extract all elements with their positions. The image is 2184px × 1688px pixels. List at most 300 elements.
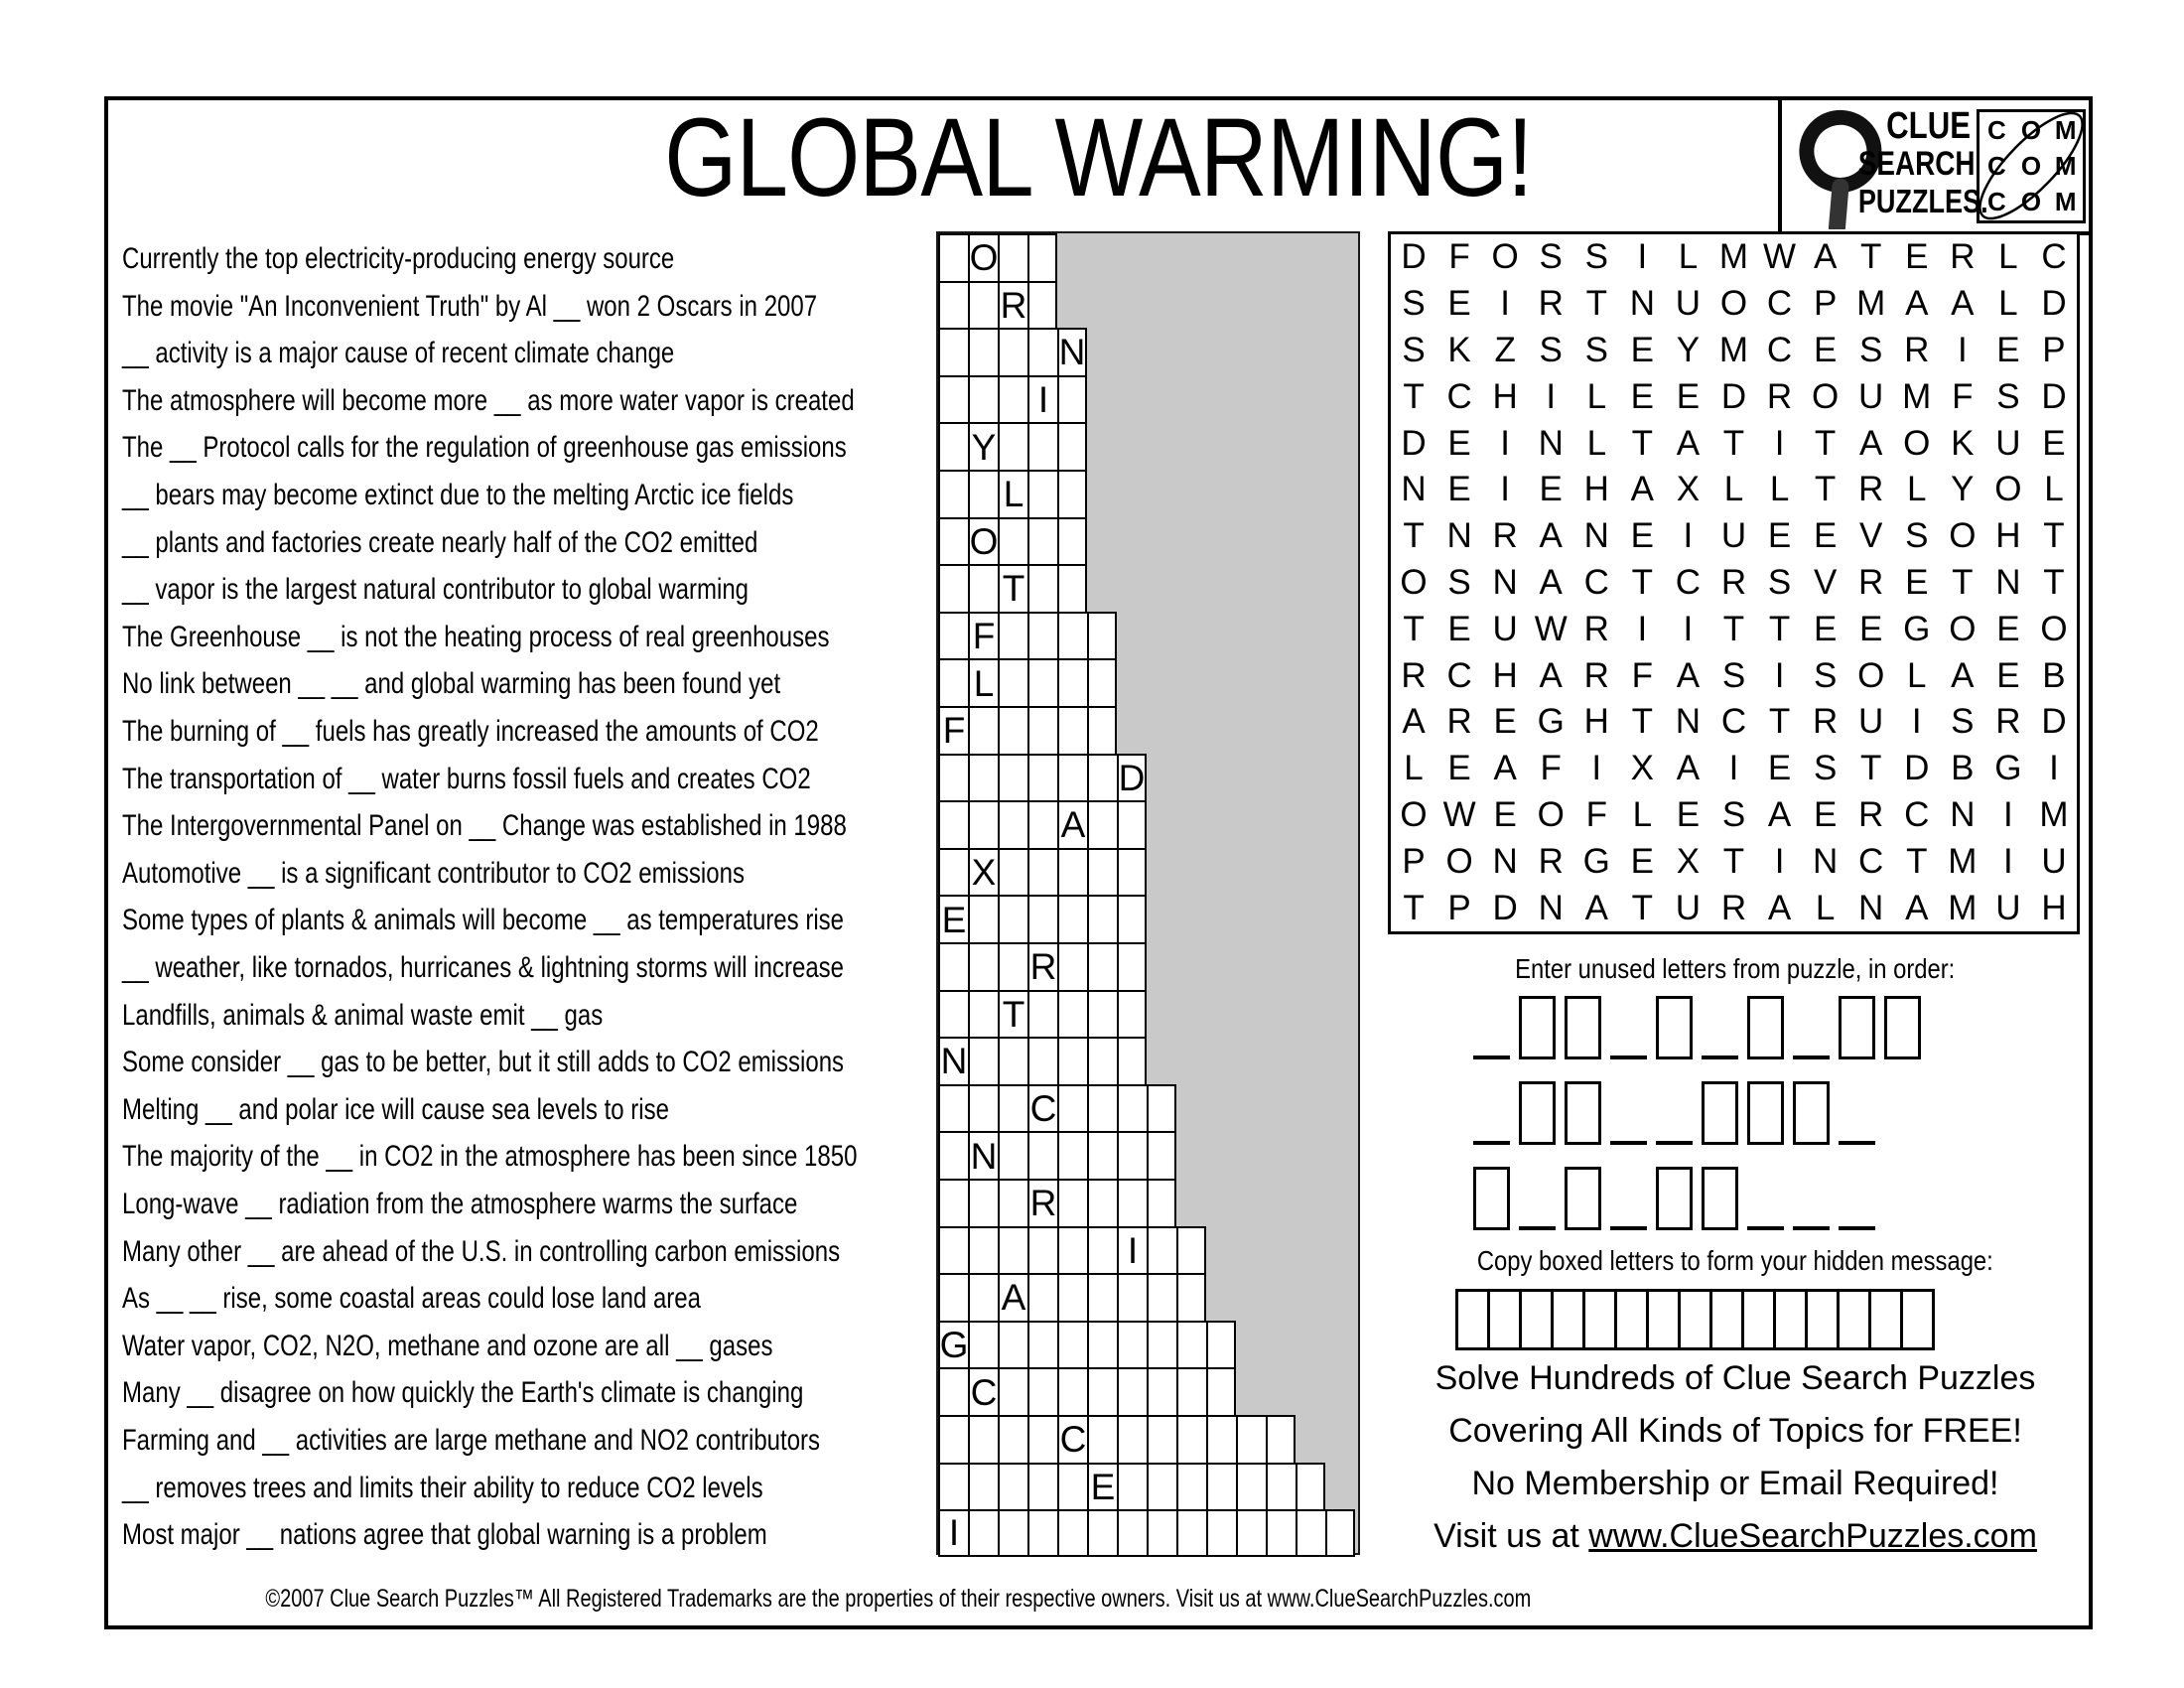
wordsearch-cell[interactable]: T xyxy=(1403,376,1425,416)
crossword-cell[interactable] xyxy=(938,328,968,375)
crossword-cell[interactable] xyxy=(1057,1367,1087,1415)
letter-slot-blank[interactable] xyxy=(1839,1167,1875,1230)
crossword-cell[interactable] xyxy=(998,800,1027,848)
wordsearch-cell[interactable]: I xyxy=(1500,284,1511,324)
wordsearch-cell[interactable]: S xyxy=(1996,376,2020,416)
crossword-cell[interactable] xyxy=(1087,1321,1117,1368)
wordsearch-cell[interactable]: E xyxy=(1493,702,1517,742)
wordsearch-cell[interactable]: L xyxy=(1907,655,1927,695)
wordsearch-cell[interactable]: E xyxy=(1767,749,1792,788)
wordsearch-cell[interactable]: O xyxy=(1400,562,1428,602)
wordsearch-cell[interactable]: R xyxy=(1812,702,1839,742)
wordsearch-cell[interactable]: U xyxy=(1995,888,2021,927)
wordsearch-cell[interactable]: T xyxy=(1768,609,1791,648)
crossword-cell[interactable] xyxy=(968,942,998,990)
crossword-cell[interactable] xyxy=(1027,470,1057,517)
crossword-cell[interactable] xyxy=(1057,895,1087,942)
wordsearch-cell[interactable]: A xyxy=(1767,888,1792,927)
wordsearch-cell[interactable]: T xyxy=(1722,423,1745,463)
letter-slot-blank[interactable] xyxy=(1610,1167,1647,1230)
wordsearch-cell[interactable]: A xyxy=(1676,749,1701,788)
crossword-cell[interactable] xyxy=(1117,990,1147,1038)
wordsearch-cell[interactable]: Y xyxy=(1676,330,1701,369)
wordsearch-cell[interactable]: I xyxy=(2003,841,2013,881)
crossword-letter-cell[interactable]: T xyxy=(998,564,1027,612)
wordsearch-cell[interactable]: S xyxy=(1813,749,1838,788)
wordsearch-cell[interactable]: M xyxy=(1718,330,1749,369)
wordsearch-cell[interactable]: E xyxy=(1676,376,1701,416)
letter-slot-box[interactable] xyxy=(1473,1167,1510,1230)
wordsearch-cell[interactable]: E xyxy=(1813,794,1838,834)
crossword-cell[interactable] xyxy=(1117,1037,1147,1084)
crossword-cell[interactable] xyxy=(1087,612,1117,659)
crossword-cell[interactable] xyxy=(1057,658,1087,706)
wordsearch-cell[interactable]: A xyxy=(1813,237,1838,277)
wordsearch-cell[interactable]: L xyxy=(1907,470,1927,509)
crossword-cell[interactable] xyxy=(1057,564,1087,612)
crossword-cell[interactable] xyxy=(938,564,968,612)
crossword-cell[interactable] xyxy=(1087,848,1117,896)
wordsearch-cell[interactable]: T xyxy=(1906,841,1928,881)
wordsearch-cell[interactable]: F xyxy=(1952,376,1974,416)
wordsearch-cell[interactable]: X xyxy=(1630,749,1655,788)
wordsearch-cell[interactable]: M xyxy=(1948,841,1978,881)
wordsearch-cell[interactable]: F xyxy=(1631,655,1654,695)
wordsearch-cell[interactable]: W xyxy=(1763,237,1797,277)
wordsearch-cell[interactable]: E xyxy=(1630,516,1655,556)
wordsearch-cell[interactable]: N xyxy=(1675,702,1702,742)
crossword-cell[interactable] xyxy=(1027,281,1057,329)
crossword-letter-cell[interactable]: I xyxy=(1117,1226,1147,1274)
crossword-cell[interactable] xyxy=(1087,1367,1117,1415)
crossword-letter-cell[interactable]: N xyxy=(968,1131,998,1179)
wordsearch-cell[interactable]: O xyxy=(1491,237,1519,277)
crossword-cell[interactable] xyxy=(1206,1463,1236,1510)
crossword-cell[interactable] xyxy=(1087,942,1117,990)
crossword-cell[interactable] xyxy=(1057,1179,1087,1226)
wordsearch-cell[interactable]: E xyxy=(1447,284,1471,324)
crossword-letter-cell[interactable]: R xyxy=(1027,942,1057,990)
crossword-letter-cell[interactable]: C xyxy=(1027,1084,1057,1132)
crossword-cell[interactable] xyxy=(1087,895,1117,942)
wordsearch-cell[interactable]: L xyxy=(1723,470,1744,509)
wordsearch-cell[interactable]: S xyxy=(1402,284,1426,324)
crossword-cell[interactable] xyxy=(1087,1084,1117,1132)
crossword-cell[interactable] xyxy=(968,800,998,848)
crossword-cell[interactable] xyxy=(1057,517,1087,565)
crossword-cell[interactable] xyxy=(1057,422,1087,470)
wordsearch-cell[interactable]: T xyxy=(1722,609,1745,648)
wordsearch-cell[interactable]: S xyxy=(1767,562,1792,602)
wordsearch-cell[interactable]: A xyxy=(1859,423,1883,463)
crossword-cell[interactable] xyxy=(998,1415,1027,1463)
crossword-cell[interactable] xyxy=(1117,800,1147,848)
crossword-cell[interactable] xyxy=(998,1463,1027,1510)
crossword-cell[interactable] xyxy=(938,1463,968,1510)
wordsearch-cell[interactable]: C xyxy=(1720,702,1747,742)
wordsearch-cell[interactable]: L xyxy=(1998,237,2018,277)
wordsearch-cell[interactable]: C xyxy=(2041,237,2067,277)
crossword-cell[interactable] xyxy=(1027,1037,1057,1084)
crossword-cell[interactable] xyxy=(1087,658,1117,706)
wordsearch-cell[interactable]: R xyxy=(1950,237,1976,277)
crossword-letter-cell[interactable]: R xyxy=(1027,1179,1057,1226)
wordsearch-cell[interactable]: R xyxy=(1583,609,1609,648)
crossword-letter-cell[interactable]: N xyxy=(1057,328,1087,375)
wordsearch-cell[interactable]: F xyxy=(1585,794,1607,834)
crossword-letter-cell[interactable]: Y xyxy=(968,422,998,470)
wordsearch-cell[interactable]: R xyxy=(1720,562,1747,602)
wordsearch-cell[interactable]: E xyxy=(1447,609,1471,648)
wordsearch-cell[interactable]: I xyxy=(1683,516,1694,556)
crossword-cell[interactable] xyxy=(1027,658,1057,706)
wordsearch-cell[interactable]: I xyxy=(1728,749,1739,788)
wordsearch-cell[interactable]: D xyxy=(1720,376,1747,416)
crossword-cell[interactable] xyxy=(968,375,998,423)
wordsearch-cell[interactable]: T xyxy=(2043,516,2065,556)
letter-slot-box[interactable] xyxy=(1747,1081,1784,1145)
wordsearch-cell[interactable]: S xyxy=(1584,330,1608,369)
crossword-cell[interactable] xyxy=(1147,1273,1176,1321)
crossword-cell[interactable] xyxy=(998,1367,1027,1415)
crossword-cell[interactable] xyxy=(1266,1415,1296,1463)
wordsearch-cell[interactable]: A xyxy=(1539,655,1563,695)
wordsearch-cell[interactable]: K xyxy=(1951,423,1975,463)
crossword-cell[interactable] xyxy=(968,990,998,1038)
crossword-cell[interactable] xyxy=(1057,942,1087,990)
crossword-cell[interactable] xyxy=(1027,754,1057,801)
wordsearch-cell[interactable]: S xyxy=(1721,655,1746,695)
crossword-cell[interactable] xyxy=(938,1131,968,1179)
wordsearch-cell[interactable]: I xyxy=(1546,376,1557,416)
hidden-message-cell[interactable] xyxy=(1519,1289,1554,1350)
wordsearch-cell[interactable]: C xyxy=(1904,794,1930,834)
wordsearch-cell[interactable]: N xyxy=(1629,284,1655,324)
crossword-cell[interactable] xyxy=(1027,1415,1057,1463)
wordsearch-cell[interactable]: M xyxy=(2039,794,2069,834)
wordsearch-cell[interactable]: P xyxy=(2042,330,2066,369)
wordsearch-cell[interactable]: V xyxy=(1813,562,1838,602)
crossword-cell[interactable] xyxy=(1117,1463,1147,1510)
crossword-cell[interactable] xyxy=(1147,1179,1176,1226)
letter-slot-blank[interactable] xyxy=(1793,1167,1830,1230)
wordsearch-cell[interactable]: E xyxy=(1996,609,2020,648)
crossword-cell[interactable] xyxy=(1117,1321,1147,1368)
wordsearch-cell[interactable]: N xyxy=(1858,888,1884,927)
wordsearch-cell[interactable]: T xyxy=(1814,470,1837,509)
hidden-message-cell[interactable] xyxy=(1805,1289,1840,1350)
crossword-cell[interactable] xyxy=(968,328,998,375)
wordsearch-cell[interactable]: E xyxy=(1539,470,1563,509)
wordsearch-cell[interactable]: H xyxy=(1492,376,1518,416)
wordsearch-cell[interactable]: M xyxy=(1902,376,1932,416)
letter-slot-blank[interactable] xyxy=(1473,1081,1510,1145)
wordsearch-cell[interactable]: S xyxy=(1951,702,1975,742)
wordsearch-cell[interactable]: T xyxy=(1631,702,1654,742)
crossword-cell[interactable] xyxy=(938,658,968,706)
wordsearch-cell[interactable]: F xyxy=(1448,237,1470,277)
crossword-cell[interactable] xyxy=(1176,1463,1206,1510)
crossword-cell[interactable] xyxy=(998,517,1027,565)
crossword-letter-cell[interactable]: O xyxy=(968,233,998,281)
crossword-cell[interactable] xyxy=(938,800,968,848)
crossword-cell[interactable] xyxy=(968,564,998,612)
crossword-cell[interactable] xyxy=(1176,1367,1206,1415)
wordsearch-cell[interactable]: R xyxy=(1401,655,1427,695)
wordsearch-cell[interactable]: R xyxy=(1995,702,2021,742)
crossword-cell[interactable] xyxy=(938,233,968,281)
crossword-cell[interactable] xyxy=(1206,1509,1236,1557)
wordsearch-cell[interactable]: L xyxy=(1632,794,1653,834)
crossword-cell[interactable] xyxy=(1087,1509,1117,1557)
wordsearch-cell[interactable]: L xyxy=(1586,376,1607,416)
wordsearch-cell[interactable]: T xyxy=(1403,516,1425,556)
crossword-cell[interactable] xyxy=(1057,1273,1087,1321)
crossword-cell[interactable] xyxy=(998,942,1027,990)
crossword-cell[interactable] xyxy=(1027,1321,1057,1368)
crossword-cell[interactable] xyxy=(968,1463,998,1510)
wordsearch-cell[interactable]: T xyxy=(1585,284,1607,324)
crossword-cell[interactable] xyxy=(1236,1509,1266,1557)
wordsearch-cell[interactable]: E xyxy=(1447,423,1471,463)
crossword-cell[interactable] xyxy=(1176,1226,1206,1274)
crossword-cell[interactable] xyxy=(968,1273,998,1321)
crossword-cell[interactable] xyxy=(968,1179,998,1226)
wordsearch-cell[interactable]: O xyxy=(1949,516,1977,556)
wordsearch-cell[interactable]: N xyxy=(1538,423,1564,463)
wordsearch-cell[interactable]: O xyxy=(1537,794,1565,834)
wordsearch-cell[interactable]: I xyxy=(1500,470,1511,509)
crossword-letter-cell[interactable]: D xyxy=(1117,754,1147,801)
wordsearch-cell[interactable]: C xyxy=(1675,562,1702,602)
wordsearch-cell[interactable]: W xyxy=(1442,794,1476,834)
wordsearch-cell[interactable]: G xyxy=(1994,749,2022,788)
hidden-message-cell[interactable] xyxy=(1582,1289,1617,1350)
wordsearch-cell[interactable]: V xyxy=(1859,516,1883,556)
wordsearch-cell[interactable]: Y xyxy=(1951,470,1975,509)
crossword-letter-cell[interactable]: A xyxy=(1057,800,1087,848)
hidden-message-cell[interactable] xyxy=(1455,1289,1490,1350)
wordsearch-cell[interactable]: H xyxy=(1583,470,1609,509)
wordsearch-cell[interactable]: E xyxy=(1493,794,1517,834)
wordsearch-cell[interactable]: R xyxy=(1858,470,1884,509)
crossword-cell[interactable] xyxy=(1236,1463,1266,1510)
wordsearch-cell[interactable]: S xyxy=(1721,794,1746,834)
letter-slot-blank[interactable] xyxy=(1519,1167,1556,1230)
wordsearch-cell[interactable]: D xyxy=(1401,237,1427,277)
crossword-letter-cell[interactable]: L xyxy=(968,658,998,706)
crossword-cell[interactable] xyxy=(1266,1509,1296,1557)
crossword-letter-cell[interactable]: F xyxy=(938,706,968,754)
crossword-cell[interactable] xyxy=(1176,1273,1206,1321)
crossword-cell[interactable] xyxy=(1325,1509,1355,1557)
crossword-cell[interactable] xyxy=(968,470,998,517)
crossword-cell[interactable] xyxy=(1027,990,1057,1038)
wordsearch-cell[interactable]: E xyxy=(1676,794,1701,834)
letter-slot-blank[interactable] xyxy=(1702,996,1738,1059)
wordsearch-cell[interactable]: B xyxy=(2042,655,2066,695)
crossword-cell[interactable] xyxy=(968,754,998,801)
letter-slot-box[interactable] xyxy=(1565,1081,1601,1145)
hidden-message-cell[interactable] xyxy=(1646,1289,1681,1350)
hidden-message-cell[interactable] xyxy=(1900,1289,1935,1350)
wordsearch-cell[interactable]: U xyxy=(1720,516,1747,556)
crossword-letter-cell[interactable]: E xyxy=(938,895,968,942)
wordsearch-cell[interactable]: C xyxy=(1446,655,1472,695)
crossword-cell[interactable] xyxy=(1027,706,1057,754)
wordsearch-cell[interactable]: S xyxy=(1905,516,1929,556)
wordsearch-cell[interactable]: U xyxy=(1858,702,1884,742)
wordsearch-cell[interactable]: R xyxy=(1766,376,1793,416)
wordsearch-cell[interactable]: T xyxy=(1403,609,1425,648)
wordsearch-cell[interactable]: E xyxy=(1630,376,1655,416)
crossword-cell[interactable] xyxy=(1266,1463,1296,1510)
wordsearch-cell[interactable]: R xyxy=(1904,330,1930,369)
wordsearch-cell[interactable]: R xyxy=(1446,702,1472,742)
wordsearch-cell[interactable]: S xyxy=(1584,237,1608,277)
crossword-cell[interactable] xyxy=(1057,1037,1087,1084)
crossword-cell[interactable] xyxy=(1147,1509,1176,1557)
crossword-letter-cell[interactable]: I xyxy=(1027,375,1057,423)
crossword-cell[interactable] xyxy=(968,281,998,329)
wordsearch-cell[interactable]: H xyxy=(2041,888,2067,927)
wordsearch-cell[interactable]: N xyxy=(1950,794,1976,834)
crossword-cell[interactable] xyxy=(938,612,968,659)
wordsearch-cell[interactable]: G xyxy=(1537,702,1565,742)
wordsearch-cell[interactable]: A xyxy=(1402,702,1426,742)
wordsearch-cell[interactable]: S xyxy=(1539,330,1563,369)
crossword-cell[interactable] xyxy=(998,658,1027,706)
crossword-cell[interactable] xyxy=(1236,1415,1266,1463)
crossword-cell[interactable] xyxy=(938,281,968,329)
wordsearch-cell[interactable]: T xyxy=(1859,749,1882,788)
wordsearch-cell[interactable]: T xyxy=(1768,702,1791,742)
wordsearch-cell[interactable]: N xyxy=(1401,470,1427,509)
wordsearch-cell[interactable]: E xyxy=(1447,749,1471,788)
crossword-cell[interactable] xyxy=(968,1037,998,1084)
wordsearch-cell[interactable]: L xyxy=(1404,749,1424,788)
wordsearch-cell[interactable]: C xyxy=(1446,376,1472,416)
crossword-cell[interactable] xyxy=(998,1179,1027,1226)
crossword-cell[interactable] xyxy=(1176,1321,1206,1368)
crossword-cell[interactable] xyxy=(1027,612,1057,659)
crossword-cell[interactable] xyxy=(998,754,1027,801)
crossword-cell[interactable] xyxy=(1206,1415,1236,1463)
wordsearch-cell[interactable]: K xyxy=(1447,330,1471,369)
wordsearch-cell[interactable]: O xyxy=(1903,423,1931,463)
crossword-cell[interactable] xyxy=(1117,942,1147,990)
wordsearch-cell[interactable]: U xyxy=(1995,423,2021,463)
hidden-message-cell[interactable] xyxy=(1868,1289,1903,1350)
crossword-cell[interactable] xyxy=(1087,1037,1117,1084)
crossword-cell[interactable] xyxy=(938,942,968,990)
crossword-cell[interactable] xyxy=(998,1321,1027,1368)
wordsearch-cell[interactable]: O xyxy=(1994,470,2022,509)
crossword-cell[interactable] xyxy=(1057,848,1087,896)
wordsearch-cell[interactable]: O xyxy=(2040,609,2068,648)
letter-slot-box[interactable] xyxy=(1519,1081,1556,1145)
wordsearch-cell[interactable]: A xyxy=(1767,794,1792,834)
letter-slot-blank[interactable] xyxy=(1610,1081,1647,1145)
wordsearch-cell[interactable]: E xyxy=(1996,655,2020,695)
wordsearch-cell[interactable]: H xyxy=(1492,655,1518,695)
crossword-letter-cell[interactable]: T xyxy=(998,990,1027,1038)
wordsearch-cell[interactable]: L xyxy=(1769,470,1790,509)
wordsearch-cell[interactable]: I xyxy=(1683,609,1694,648)
crossword-cell[interactable] xyxy=(998,1509,1027,1557)
crossword-cell[interactable] xyxy=(1176,1415,1206,1463)
crossword-cell[interactable] xyxy=(1117,895,1147,942)
wordsearch-cell[interactable]: R xyxy=(1858,562,1884,602)
wordsearch-cell[interactable]: I xyxy=(1957,330,1968,369)
wordsearch-cell[interactable]: M xyxy=(1948,888,1978,927)
crossword-cell[interactable] xyxy=(1117,1415,1147,1463)
crossword-letter-cell[interactable]: I xyxy=(938,1509,968,1557)
wordsearch-cell[interactable]: D xyxy=(1492,888,1518,927)
crossword-cell[interactable] xyxy=(938,517,968,565)
visit-link[interactable]: www.ClueSearchPuzzles.com xyxy=(1588,1517,2037,1555)
crossword-cell[interactable] xyxy=(1027,1463,1057,1510)
wordsearch-cell[interactable]: L xyxy=(1586,423,1607,463)
crossword-cell[interactable] xyxy=(938,1415,968,1463)
wordsearch-cell[interactable]: P xyxy=(1813,284,1838,324)
wordsearch-cell[interactable]: C xyxy=(1766,330,1793,369)
crossword-cell[interactable] xyxy=(1087,1179,1117,1226)
crossword-cell[interactable] xyxy=(1057,1509,1087,1557)
crossword-cell[interactable] xyxy=(1087,1415,1117,1463)
crossword-cell[interactable] xyxy=(1206,1321,1236,1368)
wordsearch-cell[interactable]: I xyxy=(1500,423,1511,463)
wordsearch-cell[interactable]: E xyxy=(1905,237,1929,277)
crossword-letter-cell[interactable]: G xyxy=(938,1321,968,1368)
letter-slot-blank[interactable] xyxy=(1793,996,1830,1059)
crossword-cell[interactable] xyxy=(1027,1226,1057,1274)
wordsearch-cell[interactable]: A xyxy=(1493,749,1517,788)
wordsearch-cell[interactable]: I xyxy=(1774,655,1785,695)
crossword-cell[interactable] xyxy=(998,1037,1027,1084)
wordsearch-cell[interactable]: T xyxy=(1859,237,1882,277)
crossword-cell[interactable] xyxy=(938,990,968,1038)
crossword-cell[interactable] xyxy=(938,470,968,517)
crossword-cell[interactable] xyxy=(1117,1367,1147,1415)
crossword-cell[interactable] xyxy=(998,233,1027,281)
hidden-message-cell[interactable] xyxy=(1678,1289,1712,1350)
wordsearch-cell[interactable]: E xyxy=(1767,516,1792,556)
wordsearch-cell[interactable]: U xyxy=(2041,841,2067,881)
crossword-cell[interactable] xyxy=(1027,895,1057,942)
crossword-letter-cell[interactable]: C xyxy=(968,1367,998,1415)
crossword-letter-cell[interactable]: A xyxy=(998,1273,1027,1321)
crossword-cell[interactable] xyxy=(1027,1367,1057,1415)
letter-slot-blank[interactable] xyxy=(1656,1081,1693,1145)
wordsearch-cell[interactable]: N xyxy=(1492,562,1518,602)
crossword-cell[interactable] xyxy=(1057,1131,1087,1179)
crossword-cell[interactable] xyxy=(1087,990,1117,1038)
crossword-cell[interactable] xyxy=(1087,1226,1117,1274)
crossword-cell[interactable] xyxy=(1027,564,1057,612)
hidden-message-cell[interactable] xyxy=(1709,1289,1744,1350)
wordsearch-cell[interactable]: I xyxy=(1637,237,1648,277)
wordsearch-cell[interactable]: I xyxy=(1774,841,1785,881)
wordsearch-cell[interactable]: A xyxy=(1905,284,1929,324)
wordsearch-cell[interactable]: O xyxy=(1400,794,1428,834)
wordsearch-cell[interactable]: T xyxy=(1814,423,1837,463)
wordsearch-cell[interactable]: N xyxy=(1446,516,1472,556)
hidden-message-cell[interactable] xyxy=(1741,1289,1776,1350)
crossword-cell[interactable] xyxy=(1296,1509,1325,1557)
crossword-letter-cell[interactable]: O xyxy=(968,517,998,565)
crossword-cell[interactable] xyxy=(1117,1084,1147,1132)
